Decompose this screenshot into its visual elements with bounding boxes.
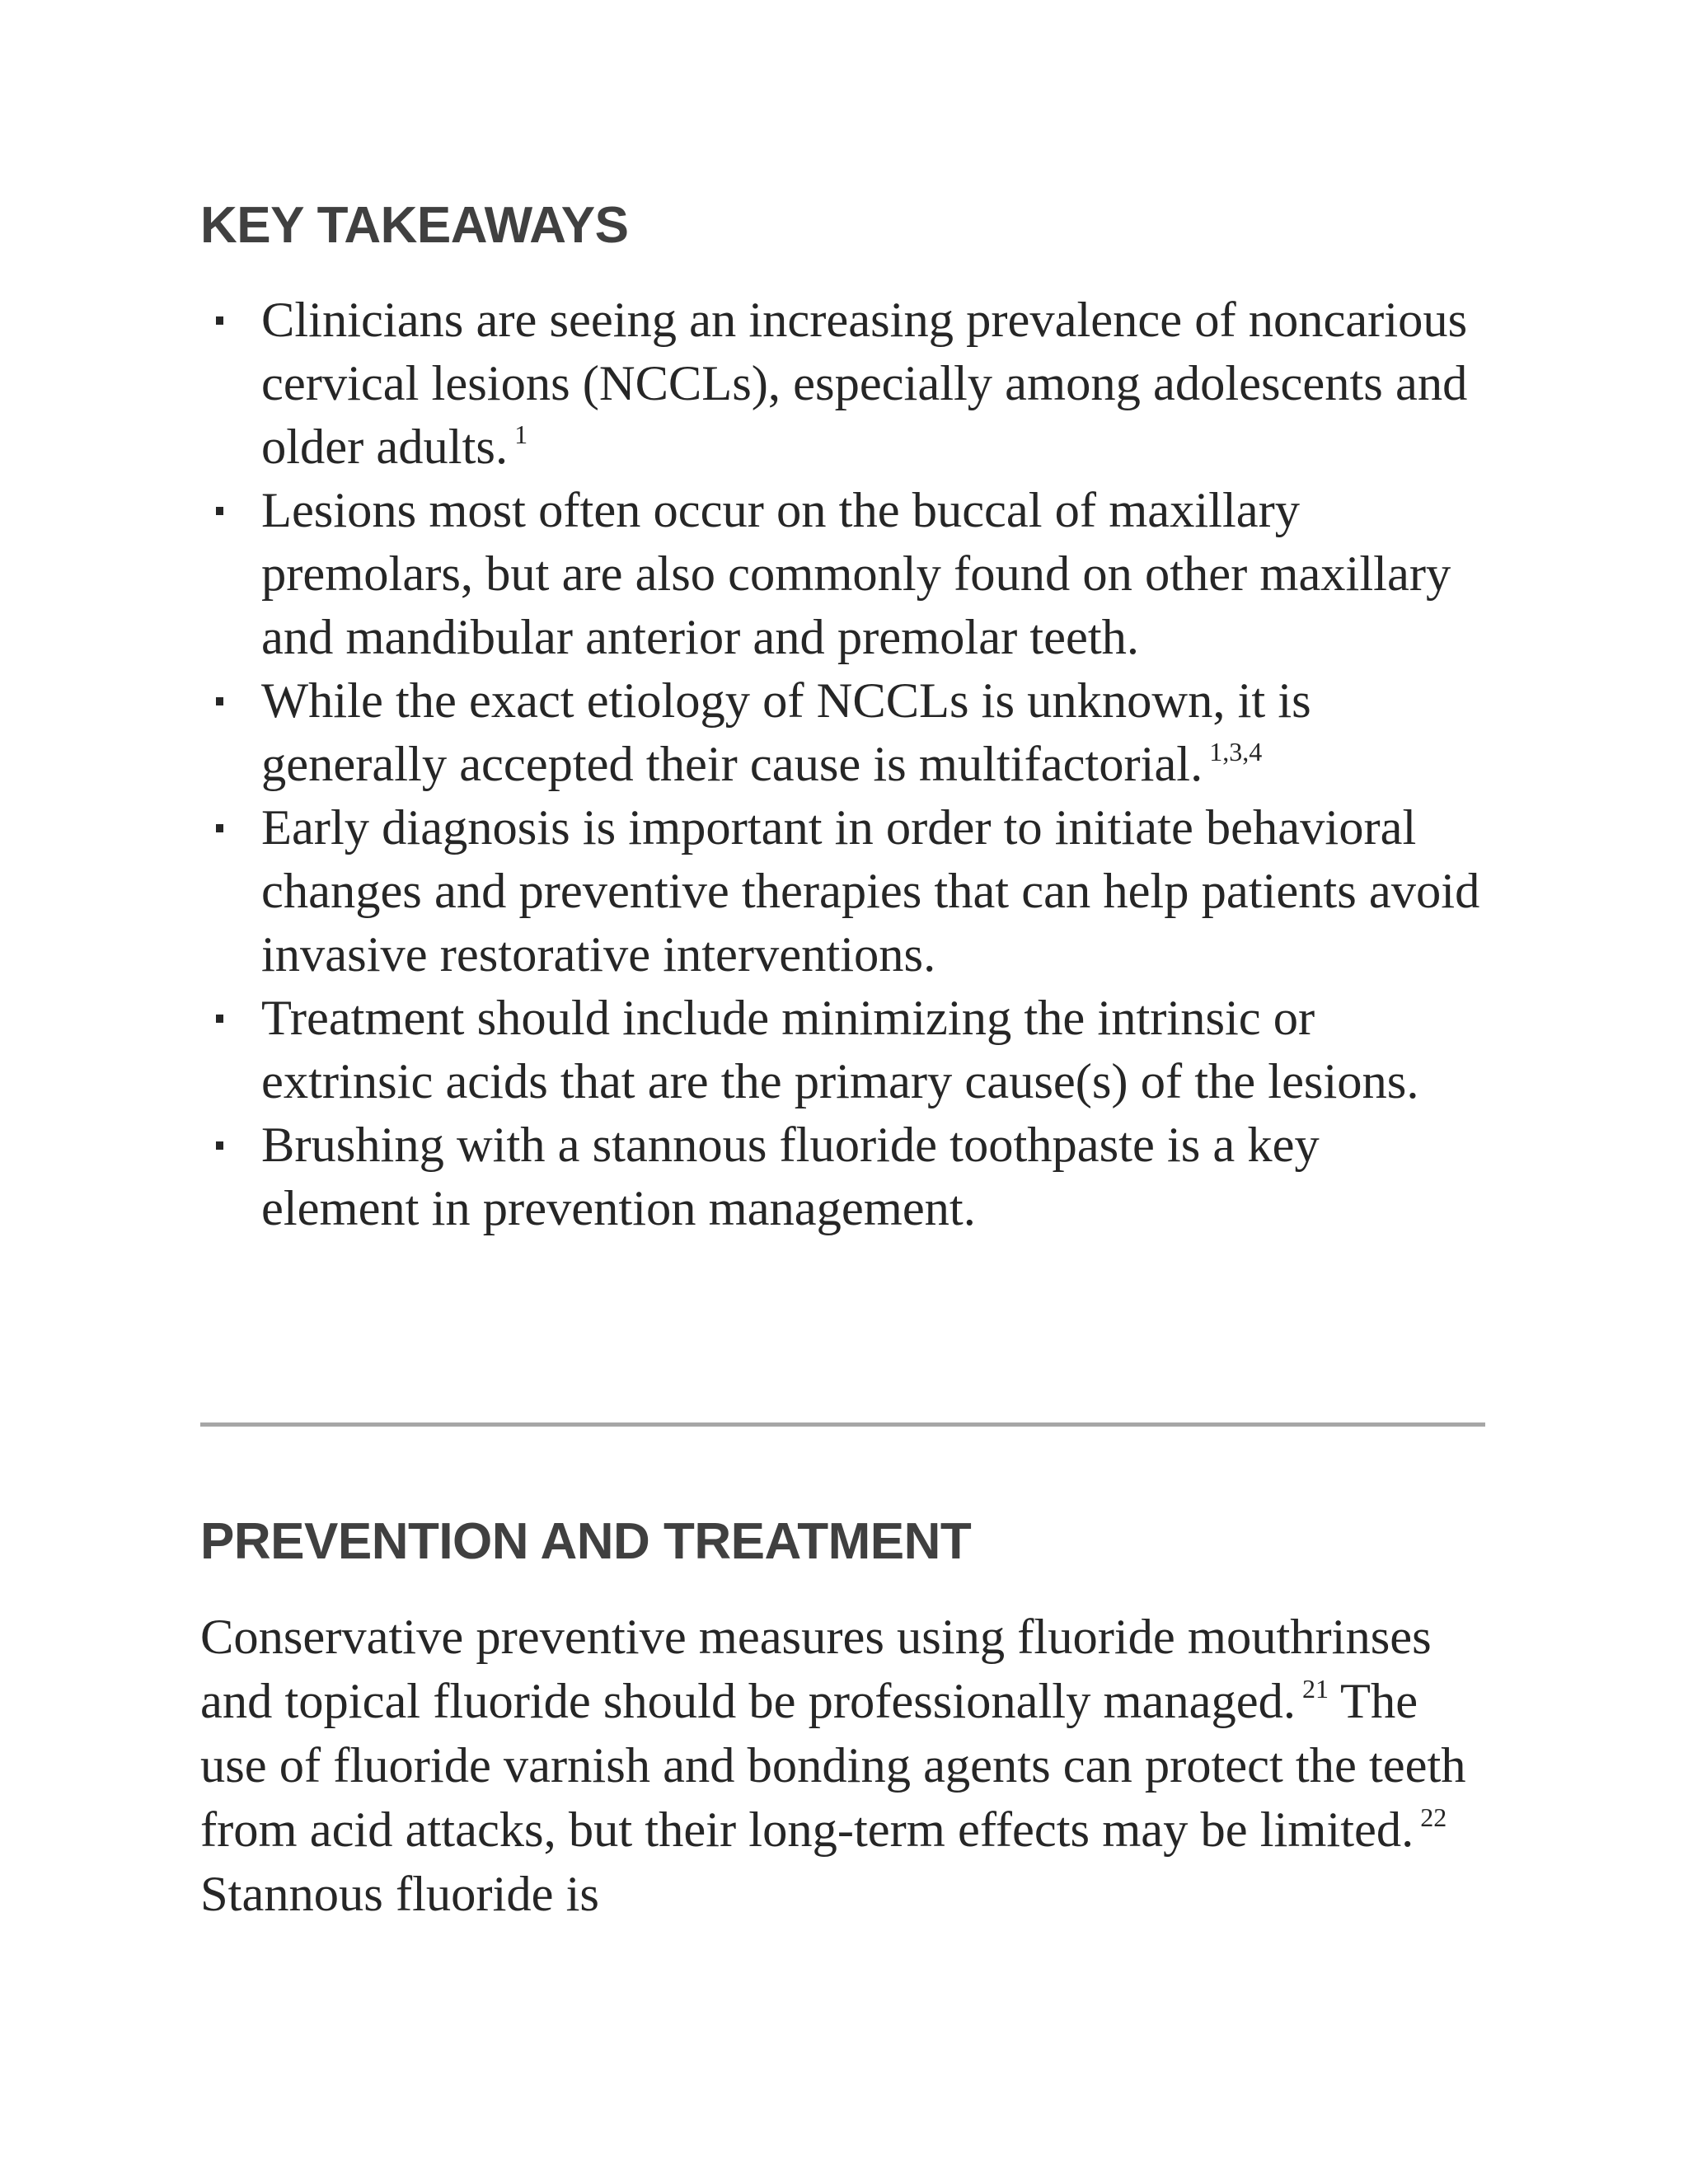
list-item-text: Lesions most often occur on the buccal of maxillary premolars, but are also commonly found on other maxillary and mandibular anterior and premolar teeth. bbox=[261, 483, 1451, 665]
list-item bbox=[200, 796, 1486, 987]
section-divider bbox=[200, 1422, 1485, 1427]
list-item-text: Treatment should include minimizing the intrinsic or extrinsic acids that are the primary cause(s) of the lesions. bbox=[261, 991, 1419, 1109]
key-takeaways-heading: KEY TAKEAWAYS bbox=[200, 197, 629, 254]
paragraph-text: The use of fluoride varnish and bonding agents can protect the teeth from acid attacks, but their long-term effects may be limited. bbox=[200, 1674, 1466, 1858]
citation-ref: 1 bbox=[514, 419, 528, 449]
citation-ref: 1,3,4 bbox=[1209, 737, 1263, 766]
list-item-text: Early diagnosis is important in order to initiate behavioral changes and preventive therapies that can help patients avoid invasive restorative interventions. bbox=[261, 800, 1480, 982]
list-item bbox=[200, 987, 1486, 1113]
paragraph-text: Conservative preventive measures using fluoride mouthrinses and topical fluoride should be professionally managed. bbox=[200, 1610, 1432, 1729]
square-bullet-icon bbox=[216, 316, 223, 325]
list-item-text: Clinicians are seeing an increasing prevalence of noncarious cervical lesions (NCCLs), especially among adolescents and older adults. bbox=[261, 293, 1468, 475]
square-bullet-icon bbox=[216, 1141, 223, 1150]
square-bullet-icon bbox=[216, 1015, 223, 1023]
key-takeaways-list bbox=[200, 288, 1486, 1240]
list-item bbox=[200, 479, 1486, 669]
square-bullet-icon bbox=[216, 697, 223, 705]
list-item bbox=[200, 288, 1486, 479]
list-item-text: While the exact etiology of NCCLs is unknown, it is generally accepted their cause is multifactorial. bbox=[261, 673, 1311, 792]
list-item-text: Brushing with a stannous fluoride toothpaste is a key element in prevention management. bbox=[261, 1118, 1320, 1236]
list-item bbox=[200, 669, 1486, 796]
square-bullet-icon bbox=[216, 824, 223, 832]
citation-ref: 22 bbox=[1420, 1802, 1447, 1832]
citation-ref: 21 bbox=[1301, 1674, 1329, 1704]
prevention-paragraph bbox=[200, 1605, 1486, 1927]
list-item bbox=[200, 1113, 1486, 1240]
prevention-heading: PREVENTION AND TREATMENT bbox=[200, 1513, 972, 1570]
paragraph-text: Stannous fluoride is bbox=[200, 1867, 599, 1922]
square-bullet-icon bbox=[216, 507, 223, 515]
